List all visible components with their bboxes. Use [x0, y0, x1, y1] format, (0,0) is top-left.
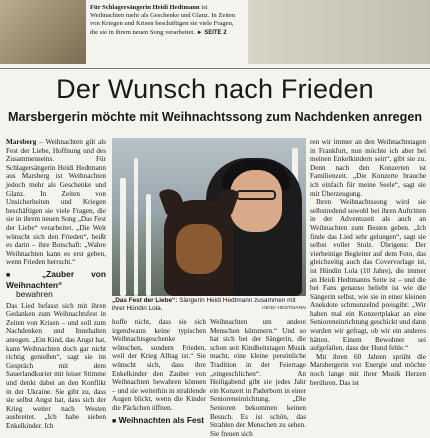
tree-shape: [134, 158, 138, 296]
arrow-right-icon: ■: [6, 271, 25, 279]
photo-credit: HEIDI HEDTMANN: [262, 305, 306, 310]
body-paragraph: Mit ihren 60 Jahren sprüht die Marsbergerin vor Energie und möchte noch lange mit ihrer Musik Herzen berühren. Das ist: [310, 352, 426, 387]
photo-caption: „Das Fest der Liebe“: Sängerin Heidi Hedtmann zusammen mit ihrer Hündin Lola.: [112, 297, 296, 312]
dog-face: [176, 224, 222, 274]
article-headline: Der Wunsch nach Frieden: [56, 74, 374, 104]
article-subheadline: Marsbergerin möchte mit Weihnachtssong zum Nachdenken anregen: [7, 110, 423, 124]
divider-rule: [0, 68, 430, 69]
dateline: Marsberg: [6, 138, 37, 146]
body-paragraph: ren wir immer an den Weihnachtstagen in Frankfurt, nun möchte ich aber bei meinen Enkelkindern sein“, gibt sie zu. Denn nach den Konzerten ist Familienzeit. „Die Konzerte brauche ich einfach für meine Seele“, sagt sie mit Überzeugung.: [310, 138, 426, 198]
teaser-adjacent-image: [248, 0, 430, 64]
tree-shape: [146, 194, 151, 296]
arrow-right-icon: ■: [112, 417, 117, 425]
article-column-bottom-2: [210, 318, 306, 438]
teaser-text: [90, 4, 240, 37]
body-paragraph: Weihnachten um andere Menschen kümmern.“ Und so hat sich bei der Sängerin, die schon seit Kindheitstagen Musik macht, eine kleine persönliche Tradition in der Feiertage „eingeschlichen“. An Heiligabend gibt sie jedes Jahr ein Konzert in Paderborn in einer Senioreneinrichtung. „Die Senioren bekommen keinen Besuch. Es ist schön, das Strahlen der Menschen zu sehen. Sie freuen sich: [210, 318, 306, 438]
teaser-photo: [0, 0, 86, 64]
teaser-lead: Für Schlagersängerin Heidi Hedtmann: [90, 4, 200, 11]
teaser-body: ist Weihnachten mehr als Geschenke und Glanz. In Zeiten von Kriegen und Krisen beschäftigen sie viele Fragen, die sie in ihrem neuen Song verarbeitet.: [90, 4, 236, 36]
glasses-icon: [236, 190, 276, 200]
tree-shape: [120, 178, 126, 296]
body-paragraph: Ihren Weihnachtssong wird sie selbstredend sowohl bei ihren Auftritten in der Adventszeit als auch an Weihnachten zum Besten geben. „Ich finde das Lied sehr gelungen“, sagt sie selbst voller Stolz. Übrigens: Der vierbeinige Begleiter auf dem Foto, das gleichzeitig auch das Covervorlage ist, ist Hündin Lola (10 Jahre), die immer an Heidi Hedtmanns Seite ist – und die bei Fans genauso beliebt ist wie die Sängerin selbst, wie sie in einer kleinen Anekdote schmunzelnd preisgibt: „Wir haben mal ein Konzertplakat an eine Senioreneinrichtung geschickt und dann wurden wir gefragt, ob wir ein anderes hätten. Einem Bewohner sei aufgefallen, dass der Hund fehle.“: [310, 198, 426, 353]
article-column-right: [310, 138, 426, 387]
singer-face: [230, 170, 282, 232]
teaser-page-ref[interactable]: ► SEITE 2: [196, 29, 227, 36]
article-photo: [112, 138, 306, 296]
body-paragraph: hoffe nicht, dass sie sich irgendwann keine typischen Weihnachtsgeschenke wünschen, sondern Frieden, weil der Krieg Alltag ist.“ Sie wünscht sich, dass ihre Enkelkinder den Zauber von Weihnachten bewahren können – und sie weiterhin in strahlende Augen blickt, wenn die Kinder die Päckchen öffnen.: [112, 318, 206, 412]
teaser-strip: [0, 0, 430, 70]
intro-paragraph: Marsberg – Weihnachten gilt als Fest der Liebe, Hoffnung und des Zusammenseins. Für Schlagersängerin Heidi Hedtmann aus Marsberg ist Weihnachten jedoch mehr als Geschenke und Glanz. In Zeiten von Unsicherheiten und Kriegen beschäftigen sie viele Fragen, die sie in ihrem neuen Song „Das Fest der Liebe“ verarbeitet. „Die Welt wünscht sich den Frieden“, heißt es darin – ihre Botschaft: „Wahre Weihnachten kann es erst geben, wenn Frieden herrscht.“: [6, 138, 106, 267]
body-paragraph: Das Lied befasst sich mit ihren Gedanken zum Weihnachtsfest in Zeiten von Krisen – und soll zum Nachdenken und Innehalten anregen. „Ein Kind, das Angst hat, kann Weihnachten doch gar nicht richtig genießen“, sagt sie im Gespräch mit dem Sauerlandkurier mit leiser Stimme und denkt dabei an den Konflikt in der Ukraine. Sie gibt zu, dass sie selbst Angst hat, dass sich der Krieg weiter nach Westen ausbreitet. „Ich habe sieben Enkelkinder. Ich: [6, 301, 106, 430]
article-column-left: [6, 138, 106, 431]
section-subhead-fest: ■ Weihnachten als Fest: [112, 414, 205, 425]
article-column-bottom-1: [112, 318, 206, 428]
section-subhead-zauber: ■ „Zauber von Weihnachten“ bewahren: [6, 268, 106, 300]
